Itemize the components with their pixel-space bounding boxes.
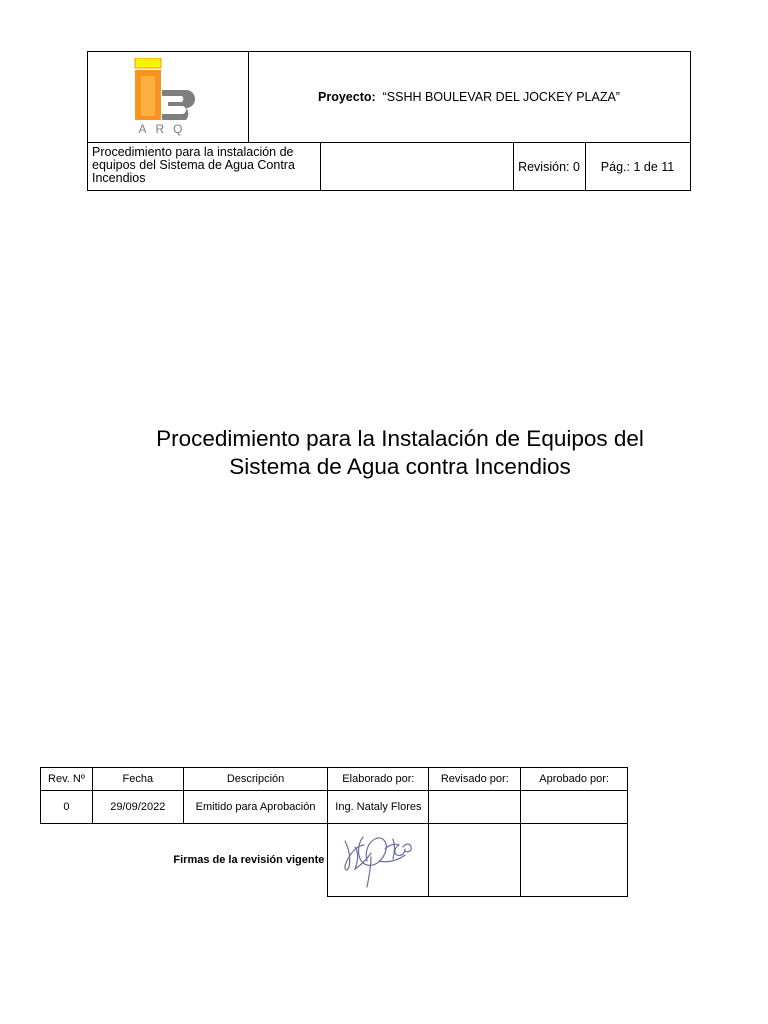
revision-cell: Revisión: 0: [513, 143, 586, 190]
table-header-row: [41, 768, 628, 791]
revision-table: [40, 767, 628, 896]
cell-approved-by: [521, 791, 628, 824]
signatures-label: Firmas de la revisión vigente: [173, 854, 325, 867]
empty-cell: [321, 143, 514, 190]
signature-cell: [328, 824, 429, 897]
project-name: “SSHH BOULEVAR DEL JOCKEY PLAZA”: [382, 90, 620, 104]
header-prepared-by: Elaborado por:: [328, 768, 429, 791]
header-description: Descripción: [183, 768, 328, 791]
cell-description: Emitido para Aprobación: [183, 791, 328, 824]
document-header: [87, 51, 691, 191]
cell-date: 29/09/2022: [92, 791, 183, 824]
document-title: Procedimiento para la Instalación de Equipos del Sistema de Agua contra Incendios: [156, 426, 644, 479]
signature-row: [41, 824, 628, 897]
header-info-row: [88, 142, 690, 190]
project-label: Proyecto:: [318, 90, 376, 104]
logo-text: ARQ: [138, 122, 192, 136]
project-cell: [248, 52, 690, 142]
header-reviewed-by: Revisado por:: [429, 768, 521, 791]
approved-signature-cell: [521, 824, 628, 897]
header-rev: Rev. Nº: [41, 768, 93, 791]
handwritten-signature: [333, 827, 423, 891]
page-cell: Pág.: 1 de 11: [600, 159, 675, 174]
cell-rev: 0: [41, 791, 93, 824]
header-date: Fecha: [92, 768, 183, 791]
table-row: [41, 791, 628, 824]
company-logo: [132, 58, 202, 136]
cell-prepared-by: Ing. Nataly Flores: [328, 791, 429, 824]
header-approved-by: Aprobado por:: [521, 768, 628, 791]
reviewed-signature-cell: [429, 824, 521, 897]
doc-short-title: Procedimiento para la instalación de equipos del Sistema de Agua Contra Incendios: [88, 143, 321, 190]
logo-cell: [88, 52, 249, 142]
cell-reviewed-by: [429, 791, 521, 824]
